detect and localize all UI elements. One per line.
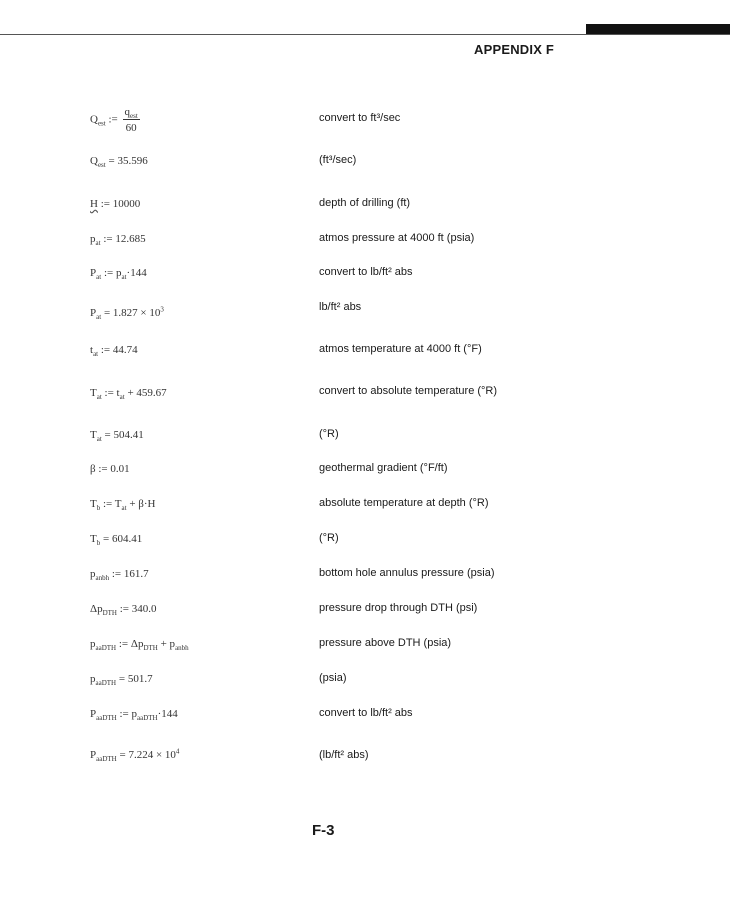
pat-mantissa: 1.827 (112, 307, 138, 319)
header-rule (0, 34, 730, 35)
equation-p-anbh: $p_{anbh}$ := 161.7 (90, 568, 149, 583)
pad-exponent: 4 (175, 747, 180, 756)
note-row-16: (psia) (319, 672, 347, 684)
q-est-value: 35.596 (117, 155, 148, 167)
equation-T-b-definition: $T_b$ := $T_{at} + \beta\cdot H$ (90, 498, 156, 513)
t-at-value: 44.74 (112, 344, 138, 356)
note-row-1: convert to ft³/sec (319, 112, 401, 124)
fraction-denominator: 60 (125, 122, 137, 134)
equation-p-at: $p_{at}$ := 12.685 (90, 233, 146, 248)
equation-beta: β := 0.01 (90, 463, 130, 475)
equation-P-at-value: $P_{at} = 1.827 \times 10^3$ (90, 305, 164, 322)
header-bar (586, 24, 730, 34)
note-row-2: (ft³/sec) (319, 154, 357, 166)
delta-p-value: 340.0 (131, 603, 157, 615)
equation-q-est-value: $Q_{est} = 35.596$ (90, 155, 148, 170)
beta-value: 0.01 (110, 463, 130, 475)
note-row-5: convert to lb/ft² abs (319, 266, 413, 278)
equation-delta-p-dth: $\Delta p_{DTH}$ := 340.0 (90, 603, 157, 618)
appendix-label: APPENDIX F (474, 42, 555, 57)
equation-p-aDTH-definition: $p_{aaDTH}$ := $\Delta p_{DTH} + p_{anbh}$ (90, 638, 189, 653)
conversion-factor: 144 (130, 267, 147, 279)
note-row-18: (lb/ft² abs) (319, 749, 369, 761)
note-row-8: convert to absolute temperature (°R) (319, 385, 498, 397)
fraction (123, 106, 140, 134)
equation-q-est-definition: $Q_{est}$ := $\frac{q_{est}}{60}$ (90, 106, 138, 134)
fraction-numerator: $q_{est}$ (124, 106, 138, 121)
equation-T-at-value: $T_{at} = 504.41$ (90, 429, 144, 444)
note-row-14: pressure drop through DTH (psi) (319, 602, 478, 614)
equation-P-at-definition: $P_{at}$ := $p_{at}\cdot 144$ (90, 267, 147, 282)
note-row-15: pressure above DTH (psia) (319, 637, 452, 649)
note-row-9: (°R) (319, 428, 339, 440)
pad-mantissa: 7.224 (128, 749, 154, 761)
note-row-12: (°R) (319, 532, 339, 544)
note-row-11: absolute temperature at depth (°R) (319, 497, 489, 509)
p-anbh-value: 161.7 (123, 568, 149, 580)
note-row-3: depth of drilling (ft) (319, 197, 411, 209)
depth-value: 10000 (112, 198, 141, 210)
equation-T-at-definition: $T_{at}$ := $t_{at} + 459.67$ (90, 387, 167, 402)
equation-p-aDTH-value: $p_{aaDTH} = 501.7$ (90, 673, 153, 688)
equation-T-b-value: $T_b = 604.41$ (90, 533, 143, 548)
pat-exponent: 3 (160, 305, 164, 314)
T-b-value: 604.41 (111, 533, 143, 545)
page-number: F-3 (312, 822, 335, 839)
conversion-factor-2: 144 (161, 708, 178, 720)
equation-P-aDTH-value: $P_{aaDTH} = 7.224 \times 10^4$ (90, 747, 180, 764)
note-row-10: geothermal gradient (°F/ft) (319, 462, 448, 474)
T-at-value: 504.41 (113, 429, 144, 441)
note-row-17: convert to lb/ft² abs (319, 707, 413, 719)
note-row-4: atmos pressure at 4000 ft (psia) (319, 232, 475, 244)
equation-P-aDTH-definition: $P_{aaDTH}$ := $p_{aaDTH}\cdot 144$ (90, 708, 178, 723)
note-row-7: atmos temperature at 4000 ft (°F) (319, 343, 482, 355)
equation-t-at: $t_{at}$ := 44.74 (90, 344, 138, 359)
p-at-value: 12.685 (115, 233, 146, 245)
equation-depth: H := 10000 (90, 198, 141, 210)
note-row-13: bottom hole annulus pressure (psia) (319, 567, 495, 579)
note-row-6: lb/ft² abs (319, 301, 362, 313)
p-aDTH-value: 501.7 (127, 673, 153, 685)
rankine-offset: 459.67 (136, 387, 167, 399)
